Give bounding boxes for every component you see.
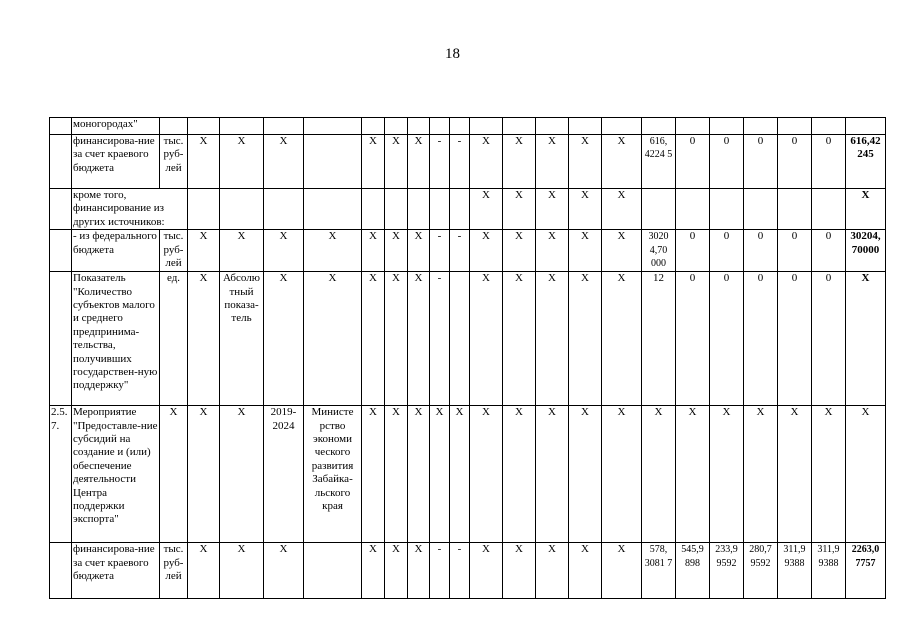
table-cell: 0 [812,230,846,272]
table-cell: Х [188,230,220,272]
table-cell: Х [536,272,569,406]
table-cell: Х [385,135,408,189]
table-cell: Х [408,272,430,406]
table-cell: ед. [160,272,188,406]
table-cell: Х [220,406,264,543]
table-cell: Х [188,406,220,543]
table-cell [812,118,846,135]
table-cell: Х [812,406,846,543]
table-cell: Х [450,406,470,543]
table-row [50,135,886,189]
table-cell: Х [569,272,602,406]
table-cell: 0 [710,135,744,189]
table-cell [778,189,812,230]
table-cell: Х [188,272,220,406]
table-cell: Х [264,135,304,189]
table-cell [642,189,676,230]
table-cell: тыс. руб-лей [160,230,188,272]
table-cell: 2263,0 7757 [846,543,886,599]
table-cell: 545,9 898 [676,543,710,599]
table-cell: Х [408,135,430,189]
table-cell: Х [264,543,304,599]
table-cell: 0 [778,272,812,406]
table-cell: Х [408,230,430,272]
table-cell [188,189,220,230]
table-cell [602,118,642,135]
table-cell: Х [470,543,503,599]
table-cell [450,272,470,406]
table-cell: - [430,272,450,406]
table-cell: 0 [710,230,744,272]
table-cell: - [430,135,450,189]
table-cell: 3020 4,70 000 [642,230,676,272]
table-cell: финансирова-ние за счет краевого бюджета [72,543,160,599]
table-cell: Х [385,406,408,543]
table-cell: Х [362,230,385,272]
table-cell: Х [470,272,503,406]
table-cell: Х [536,135,569,189]
table-cell: Х [304,272,362,406]
table-cell: Х [304,230,362,272]
table-cell [50,272,72,406]
table-cell: Х [385,543,408,599]
table-cell: Х [569,135,602,189]
table-cell [160,118,188,135]
table-row [50,272,886,406]
table-row [50,543,886,599]
table-cell: Х [362,272,385,406]
table-cell [430,118,450,135]
table-cell [676,189,710,230]
table-row [50,118,886,135]
table-cell [50,135,72,189]
table-cell: Х [569,406,602,543]
table-cell: 0 [710,272,744,406]
table-cell: Х [362,543,385,599]
table-cell: Х [362,406,385,543]
table-cell: 0 [812,135,846,189]
table-cell: - [430,543,450,599]
table-cell: - [450,230,470,272]
table-cell: Х [503,135,536,189]
table-cell: Х [602,406,642,543]
table-cell: 280,7 9592 [744,543,778,599]
table-cell: 0 [744,272,778,406]
table-cell [676,118,710,135]
table-cell [50,543,72,599]
table-cell: тыс. руб-лей [160,543,188,599]
table-cell [50,118,72,135]
table-cell: Х [188,543,220,599]
table-cell: Х [220,543,264,599]
table-cell: 0 [676,272,710,406]
table-cell: Х [710,406,744,543]
table-cell: Х [503,406,536,543]
table-cell [408,189,430,230]
table-cell: Х [642,406,676,543]
table-cell: Х [569,189,602,230]
table-cell: Х [160,406,188,543]
table-cell [812,189,846,230]
table-cell: Х [602,135,642,189]
table-cell: кроме того, финансирование из других источников: [72,189,188,230]
table-cell: Х [188,135,220,189]
table-cell: Х [470,135,503,189]
table-cell: Х [385,230,408,272]
table-cell: Х [362,135,385,189]
table-cell: - [450,543,470,599]
table-cell: Х [408,406,430,543]
page-number: 18 [445,46,460,62]
table-cell: 311,9 9388 [778,543,812,599]
table-cell: Х [602,230,642,272]
budget-table [49,117,886,599]
table-cell [362,118,385,135]
table-cell: 616, 4224 5 [642,135,676,189]
table-cell: финансирова-ние за счет краевого бюджета [72,135,160,189]
table-cell [264,118,304,135]
table-cell: 2019-2024 [264,406,304,543]
table-cell: - [430,230,450,272]
table-cell: Мероприятие "Предоставле-ние субсидий на создание и (или) обеспечение деятельности Центра поддержки экспорта" [72,406,160,543]
table-row [50,406,886,543]
table-cell [710,118,744,135]
table-cell: Х [220,230,264,272]
table-cell [385,189,408,230]
table-cell: Х [503,189,536,230]
table-cell: Х [602,272,642,406]
table-cell: 233,9 9592 [710,543,744,599]
table-cell: Х [846,189,886,230]
table-cell [744,189,778,230]
table-cell [50,189,72,230]
table-cell [188,118,220,135]
table-cell [503,118,536,135]
table-cell: Министе рство экономи ческого развития Забайка-льского края [304,406,362,543]
table-cell [264,189,304,230]
table-cell [470,118,503,135]
table-cell [778,118,812,135]
table-cell: Х [536,189,569,230]
table-cell: 0 [812,272,846,406]
table-cell: тыс. руб-лей [160,135,188,189]
table-row [50,230,886,272]
table-cell: 2.5. 7. [50,406,72,543]
table-cell: Х [602,189,642,230]
table-cell: Х [536,406,569,543]
table-cell: Х [470,189,503,230]
table-cell [304,118,362,135]
table-cell [362,189,385,230]
table-cell [50,230,72,272]
table-cell: Х [264,272,304,406]
table-cell [744,118,778,135]
table-cell: Х [744,406,778,543]
table-cell [430,189,450,230]
table-row [50,189,886,230]
table-cell: Показатель "Количество субъектов малого и среднего предпринима-тельства, получивших государствен-ную поддержку" [72,272,160,406]
table-cell: - [450,135,470,189]
table-cell: Х [470,406,503,543]
table-cell: Х [536,230,569,272]
table-cell: Х [408,543,430,599]
table-cell: 578, 3081 7 [642,543,676,599]
table-cell [220,118,264,135]
table-cell: - из федерального бюджета [72,230,160,272]
table-cell [569,118,602,135]
table-cell: 0 [778,230,812,272]
table-cell: Х [846,406,886,543]
table-cell: 0 [676,230,710,272]
table-cell [642,118,676,135]
table-cell: моногородах" [72,118,160,135]
table-cell [846,118,886,135]
table-cell: Х [676,406,710,543]
table-cell: Х [602,543,642,599]
table-cell: Х [503,543,536,599]
table-cell: 0 [676,135,710,189]
table-cell: Х [470,230,503,272]
table-cell [536,118,569,135]
table-cell: Х [264,230,304,272]
table-cell [304,135,362,189]
table-cell: 311,9 9388 [812,543,846,599]
table-cell: Х [569,230,602,272]
table-cell: 0 [778,135,812,189]
table-cell [710,189,744,230]
table-cell: Х [503,272,536,406]
table-cell: Х [430,406,450,543]
table-cell [304,189,362,230]
table-cell [450,189,470,230]
table-cell [385,118,408,135]
table-cell: Абсолю тный показа-тель [220,272,264,406]
table-cell: Х [569,543,602,599]
table-cell: Х [536,543,569,599]
table-cell: 616,42 245 [846,135,886,189]
table-cell [450,118,470,135]
table-cell [304,543,362,599]
table-cell [408,118,430,135]
table-cell: 0 [744,230,778,272]
table-cell: Х [846,272,886,406]
table-cell: Х [220,135,264,189]
table-cell: Х [503,230,536,272]
table-cell: 30204, 70000 [846,230,886,272]
table-cell: Х [778,406,812,543]
table-cell: 0 [744,135,778,189]
table-cell [220,189,264,230]
table-cell: Х [385,272,408,406]
table-cell: 12 [642,272,676,406]
